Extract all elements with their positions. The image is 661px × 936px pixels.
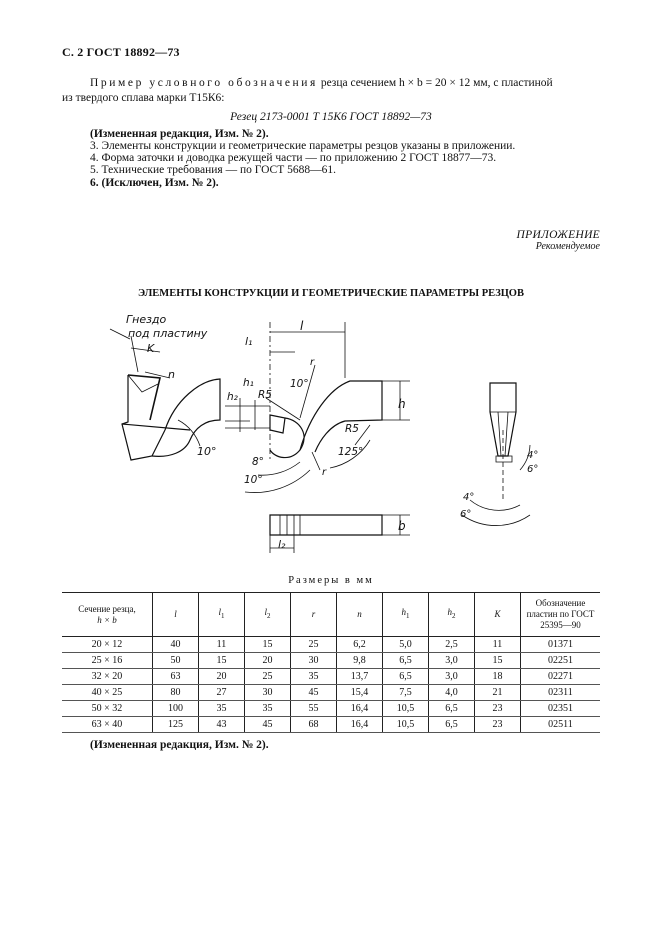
table-cell: 6,5 <box>429 717 475 733</box>
header-h1 <box>383 593 429 637</box>
table-cell: 100 <box>153 701 199 717</box>
dimensions-table <box>62 592 600 733</box>
table-cell: 21 <box>475 685 521 701</box>
header-h1-sub: 1 <box>406 611 410 620</box>
header-h2-sub: 2 <box>452 611 456 620</box>
header-K-text: K <box>494 609 501 619</box>
table-cell: 10,5 <box>383 701 429 717</box>
table-cell: 43 <box>199 717 245 733</box>
table-cell: 23 <box>475 717 521 733</box>
header-l2-text: l <box>264 607 267 618</box>
table-body <box>62 637 600 733</box>
table-row <box>62 717 600 733</box>
list-item-6: 6. (Исключен, Изм. № 2). <box>90 177 219 189</box>
list-item-4: 4. Форма заточки и доводка режущей части — по приложению 2 ГОСТ 18877—73. <box>90 152 497 164</box>
table-cell: 35 <box>291 669 337 685</box>
table-cell: 02351 <box>521 701 601 717</box>
table-cell: 3,0 <box>429 653 475 669</box>
table-row <box>62 669 600 685</box>
table-cell: 30 <box>291 653 337 669</box>
header-n-text: n <box>357 609 362 619</box>
table-cell: 50 <box>153 653 199 669</box>
table-cell: 40 <box>153 637 199 653</box>
table-cell: 25 × 16 <box>62 653 153 669</box>
table-header-row <box>62 593 600 637</box>
table-cell: 45 <box>245 717 291 733</box>
example-paragraph-line2: из твердого сплава марки Т15К6: <box>62 92 225 104</box>
bottom-view <box>270 515 410 553</box>
table-cell: 125 <box>153 717 199 733</box>
left-view <box>110 313 220 460</box>
table-cell: 02271 <box>521 669 601 685</box>
header-l <box>153 593 199 637</box>
table-row <box>62 701 600 717</box>
dim-h: h <box>398 397 406 411</box>
table-cell: 35 <box>245 701 291 717</box>
nest-label-1: Гнездо <box>126 313 167 326</box>
right-view <box>460 383 538 526</box>
dim-K: K <box>147 342 155 355</box>
header-r-text: r <box>311 609 316 619</box>
header-plate-line3: 25395—90 <box>540 620 581 630</box>
table-cell: 25 <box>291 637 337 653</box>
cutter-drawing <box>0 300 661 570</box>
angle-10-left: 10° <box>197 445 217 458</box>
table-row <box>62 653 600 669</box>
table-cell: 6,5 <box>383 669 429 685</box>
designation-example: Резец 2173-0001 Т 15К6 ГОСТ 18892—73 <box>230 111 432 123</box>
header-h1-text: h <box>401 607 406 618</box>
page-header: С. 2 ГОСТ 18892—73 <box>62 45 180 59</box>
table-cell: 02311 <box>521 685 601 701</box>
section-title: ЭЛЕМЕНТЫ КОНСТРУКЦИИ И ГЕОМЕТРИЧЕСКИЕ ПАРАМЕТРЫ РЕЗЦОВ <box>138 288 524 299</box>
table-cell: 16,4 <box>337 717 383 733</box>
table-cell: 50 × 32 <box>62 701 153 717</box>
table-cell: 01371 <box>521 637 601 653</box>
header-plate-line1: Обозначение <box>535 598 586 608</box>
table-cell: 15,4 <box>337 685 383 701</box>
angle-10-top: 10° <box>290 378 309 390</box>
table-caption: Размеры в мм <box>288 575 374 586</box>
dim-r-top: r <box>310 357 315 368</box>
table-cell: 6,2 <box>337 637 383 653</box>
header-l-text: l <box>174 609 177 619</box>
table-cell: 02511 <box>521 717 601 733</box>
list-item-5: 5. Технические требования — по ГОСТ 5688—61. <box>90 164 336 176</box>
header-section <box>62 593 153 637</box>
nest-label-2: под пластину <box>128 327 208 340</box>
dim-b: b <box>398 519 406 533</box>
header-plate-line2: пластин по ГОСТ <box>526 609 595 619</box>
header-n <box>337 593 383 637</box>
table-row <box>62 637 600 653</box>
table-cell: 35 <box>199 701 245 717</box>
angle-125: 125° <box>338 446 364 458</box>
table-cell: 6,5 <box>429 701 475 717</box>
edited-note-2: (Измененная редакция, Изм. № 2). <box>90 739 269 751</box>
table-cell: 11 <box>475 637 521 653</box>
dim-l: l <box>300 319 304 333</box>
example-paragraph-line1 <box>90 76 600 91</box>
header-l1-sub: 1 <box>221 611 225 620</box>
dim-l1: l₁ <box>245 335 253 348</box>
table-cell: 30 <box>245 685 291 701</box>
header-l1 <box>199 593 245 637</box>
header-l2 <box>245 593 291 637</box>
angle-4-top: 4° <box>527 450 539 461</box>
header-section-line2: h × b <box>97 614 117 625</box>
edited-note-1: (Измененная редакция, Изм. № 2). <box>90 128 269 140</box>
angle-6-bottom: 6° <box>460 509 472 520</box>
header-plate <box>521 593 601 637</box>
example-lead-rest: резца сечением h × b = 20 × 12 мм, с пластиной <box>317 77 553 89</box>
table-cell: 25 <box>245 669 291 685</box>
angle-10-bottom: 10° <box>244 474 263 486</box>
appendix-title: ПРИЛОЖЕНИЕ <box>516 229 600 241</box>
table-cell: 68 <box>291 717 337 733</box>
center-view <box>225 319 410 493</box>
table-cell: 20 <box>199 669 245 685</box>
radius-R5-left: R5 <box>258 389 272 401</box>
table-cell: 10,5 <box>383 717 429 733</box>
table-cell: 15 <box>475 653 521 669</box>
angle-4-bottom: 4° <box>463 492 475 503</box>
table-cell: 63 × 40 <box>62 717 153 733</box>
appendix-subtitle: Рекомендуемое <box>535 241 600 252</box>
table-cell: 7,5 <box>383 685 429 701</box>
dim-h1: h₁ <box>243 377 254 389</box>
table-cell: 3,0 <box>429 669 475 685</box>
table-cell: 2,5 <box>429 637 475 653</box>
table-cell: 27 <box>199 685 245 701</box>
table-cell: 23 <box>475 701 521 717</box>
header-section-line1: Сечение резца, <box>78 603 136 614</box>
angle-6-top: 6° <box>527 464 539 475</box>
angle-8: 8° <box>252 456 264 468</box>
table-row <box>62 685 600 701</box>
table-cell: 4,0 <box>429 685 475 701</box>
table-cell: 02251 <box>521 653 601 669</box>
header-h2 <box>429 593 475 637</box>
table-cell: 15 <box>199 653 245 669</box>
dim-r-bottom: r <box>322 467 327 478</box>
table-cell: 16,4 <box>337 701 383 717</box>
table-cell: 20 <box>245 653 291 669</box>
table-cell: 6,5 <box>383 653 429 669</box>
header-K <box>475 593 521 637</box>
header-r <box>291 593 337 637</box>
table-cell: 63 <box>153 669 199 685</box>
example-lead: Пример условного обозначения <box>90 77 318 89</box>
table-cell: 5,0 <box>383 637 429 653</box>
table-cell: 55 <box>291 701 337 717</box>
header-h2-text: h <box>447 607 452 618</box>
dim-n: n <box>168 368 175 381</box>
table-cell: 80 <box>153 685 199 701</box>
table-cell: 20 × 12 <box>62 637 153 653</box>
dim-l2: l₂ <box>278 538 286 551</box>
header-l2-sub: 2 <box>267 611 271 620</box>
table-cell: 40 × 25 <box>62 685 153 701</box>
table-cell: 15 <box>245 637 291 653</box>
header-l1-text: l <box>218 607 221 618</box>
dim-h2: h₂ <box>227 391 238 403</box>
table-cell: 18 <box>475 669 521 685</box>
list-item-3: 3. Элементы конструкции и геометрические параметры резцов указаны в приложении. <box>90 140 516 152</box>
table-cell: 9,8 <box>337 653 383 669</box>
table-cell: 45 <box>291 685 337 701</box>
table-cell: 11 <box>199 637 245 653</box>
table-cell: 32 × 20 <box>62 669 153 685</box>
table-cell: 13,7 <box>337 669 383 685</box>
radius-R5-right: R5 <box>345 423 359 435</box>
